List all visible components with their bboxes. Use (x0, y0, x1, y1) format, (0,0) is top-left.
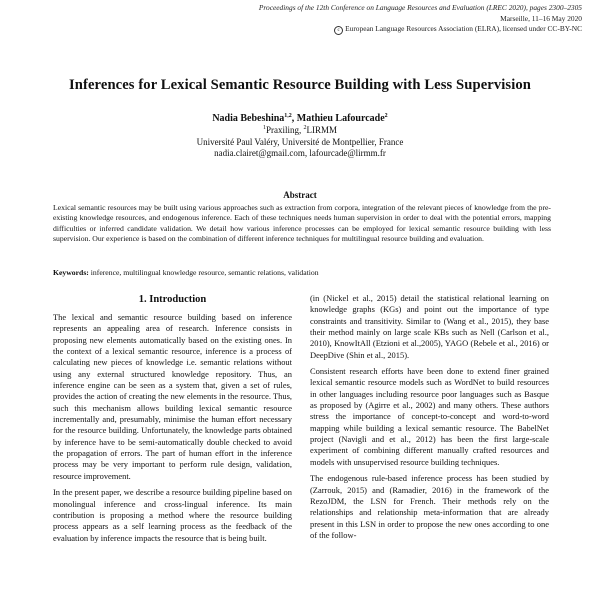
email-line: nadia.clairet@gmail.com, lafourcade@lirmm.fr (214, 148, 386, 159)
left-column (53, 293, 292, 549)
conference-header (259, 3, 582, 35)
abstract-text: Lexical semantic resources may be built using various approaches such as extraction from corpora, integration of the relevant pieces of knowledge from the pre-existing knowledge resources, and endogenous inference. Each of these techniques needs human supervision in order to deal with the potential errors, mapping difficulties or inferred candidate validation. We detail how various inference processes can be employed for lexical semantic resource building with less supervision. Our experience is based on the combination of different inference techniques for multilingual resource building and evaluation. (53, 203, 551, 243)
affiliations (0, 125, 600, 137)
right-paragraph-1: (in (Nickel et al., 2015) detail the statistical relational learning on knowledge graphs (KGs) and point out the importance of type constraints and transitivity. Similar to (Wang et al., 2015), they base their method mainly on large scale KBs such as Nell (Carlson et al., 2010), KnowItAll (Etzioni et al.,2005), YAGO (Rebele et al., 2016) or DeepDive (Shin et al., 2015). (310, 293, 549, 360)
author-names (0, 113, 600, 125)
keywords-text: inference, multilingual knowledge resource, semantic relations, validation (88, 268, 319, 277)
affil-mark-1: 1 (262, 124, 266, 131)
right-column (310, 293, 549, 546)
right-paragraph-2: Consistent research efforts have been done to extend finer grained lexical semantic resource models such as WordNet to build resources in other languages including resource poor languages such as Basque as proposed by (Agirre et al., 2002) and many others. These authors stress the importance of concept-to-concept and word-to-word mapping while building a lexical semantic resource. The BabelNet project (Navigli and et al., 2012) has been the first large-scale experiment of combining different manually crafted resources and models with unsupervised resource building techniques. (310, 366, 549, 467)
author-2: Mathieu Lafourcade (296, 113, 385, 124)
affiliation-2: LIRMM (306, 124, 337, 135)
author-separator: , (291, 113, 297, 124)
author-2-affil-marks: 2 (384, 113, 388, 119)
university-line: Université Paul Valéry, Université de Montpellier, France (196, 136, 404, 147)
author-block (0, 113, 600, 160)
affiliation-1: Praxiling, (265, 124, 304, 135)
header-location-date: Marseille, 11–16 May 2020 (500, 13, 582, 23)
keywords-label: Keywords: (53, 268, 89, 277)
intro-paragraph-1: The lexical and semantic resource building based on inference represents an appealing area of research. Inference consists in proposing new elements automatically based on the existing ones. In the context of a lexical semantic resource, inference is a process of calculating new pieces of knowledge i.e. semantic relations without using any external structured knowledge repository. Thus, an inference engine can be seen as a system that, given a set of rules, provides the action of creating the new elements in the resource. Thus, such this mechanism allows building lexical semantic resource incrementally and, presumably, minimise the human effort necessary for the resource building. Unfortunately, the knowledge parts obtained by inference have to be semi-automatically double checked to avoid the propagation of errors. The part of human effort in the inference process may be very important to perform rule design, validation, resource improvement. (53, 312, 292, 481)
header-license-text: European Language Resources Association (ELRA), licensed under CC-BY-NC (345, 24, 582, 33)
abstract-heading: Abstract (283, 190, 317, 200)
author-1: Nadia Bebeshina (212, 113, 285, 124)
header-license (259, 24, 582, 35)
copyright-icon: c (334, 26, 343, 35)
keywords-line (53, 268, 551, 278)
paper-title: Inferences for Lexical Semantic Resource Building with Less Supervision (69, 77, 531, 93)
right-paragraph-3: The endogenous rule-based inference process has been studied by (Zarrouk, 2015) and (Ramadier, 2016) in the framework of the RezoJDM, the LSN for French. Their methods rely on the relationships and relationship meta-information that are already present in this LSN in order to propose the new ones according to one of the follow- (310, 473, 549, 540)
header-proceedings: Proceedings of the 12th Conference on Language Resources and Evaluation (LREC 2020), pages 2300–2305 (258, 3, 582, 12)
affil-mark-2: 2 (303, 124, 307, 131)
intro-paragraph-2: In the present paper, we describe a resource building pipeline based on monolingual inference and cross-lingual inference. Its main contribution is proposing a method where the resource building process appears as a self learning process as the feedback of the evaluation by inference impacts the resource that is being built. (53, 487, 292, 543)
author-1-affil-marks: 1,2 (284, 113, 292, 119)
section-title-introduction: 1. Introduction (138, 294, 207, 305)
